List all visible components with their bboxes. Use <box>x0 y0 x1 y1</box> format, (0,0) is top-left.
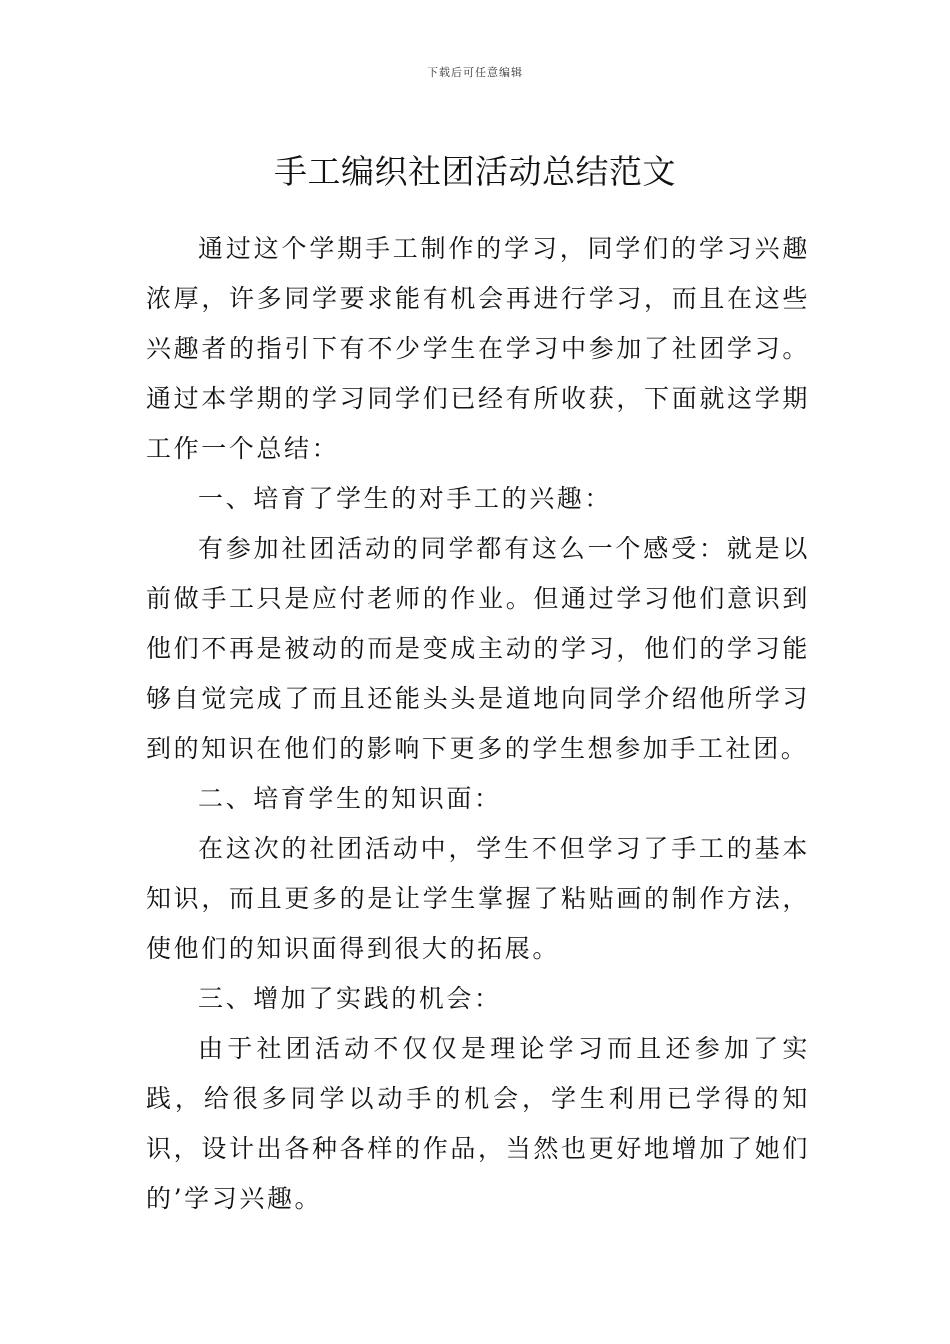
section-paragraph-1: 有参加社团活动的同学都有这么一个感受：就是以前做手工只是应付老师的作业。但通过学习他们意识到他们不再是被动的而是变成主动的学习，他们的学习能够自觉完成了而且还能头头是道地向同学介绍他所学习到的知识在他们的影响下更多的学生想参加手工社团。 <box>146 534 810 763</box>
section-heading-3: 三、增加了实践的机会： <box>198 984 502 1013</box>
header-note: 下载后可任意编辑 <box>427 66 523 79</box>
section-heading-1: 一、培育了学生的对手工的兴趣： <box>198 484 613 513</box>
document-title: 手工编织社团活动总结范文 <box>274 152 676 192</box>
document-body <box>146 224 810 1224</box>
intro-paragraph: 通过这个学期手工制作的学习，同学们的学习兴趣浓厚，许多同学要求能有机会再进行学习，而且在这些兴趣者的指引下有不少学生在学习中参加了社团学习。通过本学期的学习同学们已经有所收获，下面就这学期工作一个总结： <box>146 234 810 463</box>
section-paragraph-2: 在这次的社团活动中，学生不但学习了手工的基本知识，而且更多的是让学生掌握了粘贴画的制作方法，使他们的知识面得到很大的拓展。 <box>146 834 810 963</box>
section-paragraph-3: 由于社团活动不仅仅是理论学习而且还参加了实践，给很多同学以动手的机会，学生利用已学得的知识，设计出各种各样的作品，当然也更好地增加了她们的’学习兴趣。 <box>146 1034 810 1213</box>
section-heading-2: 二、培育学生的知识面： <box>198 784 502 813</box>
